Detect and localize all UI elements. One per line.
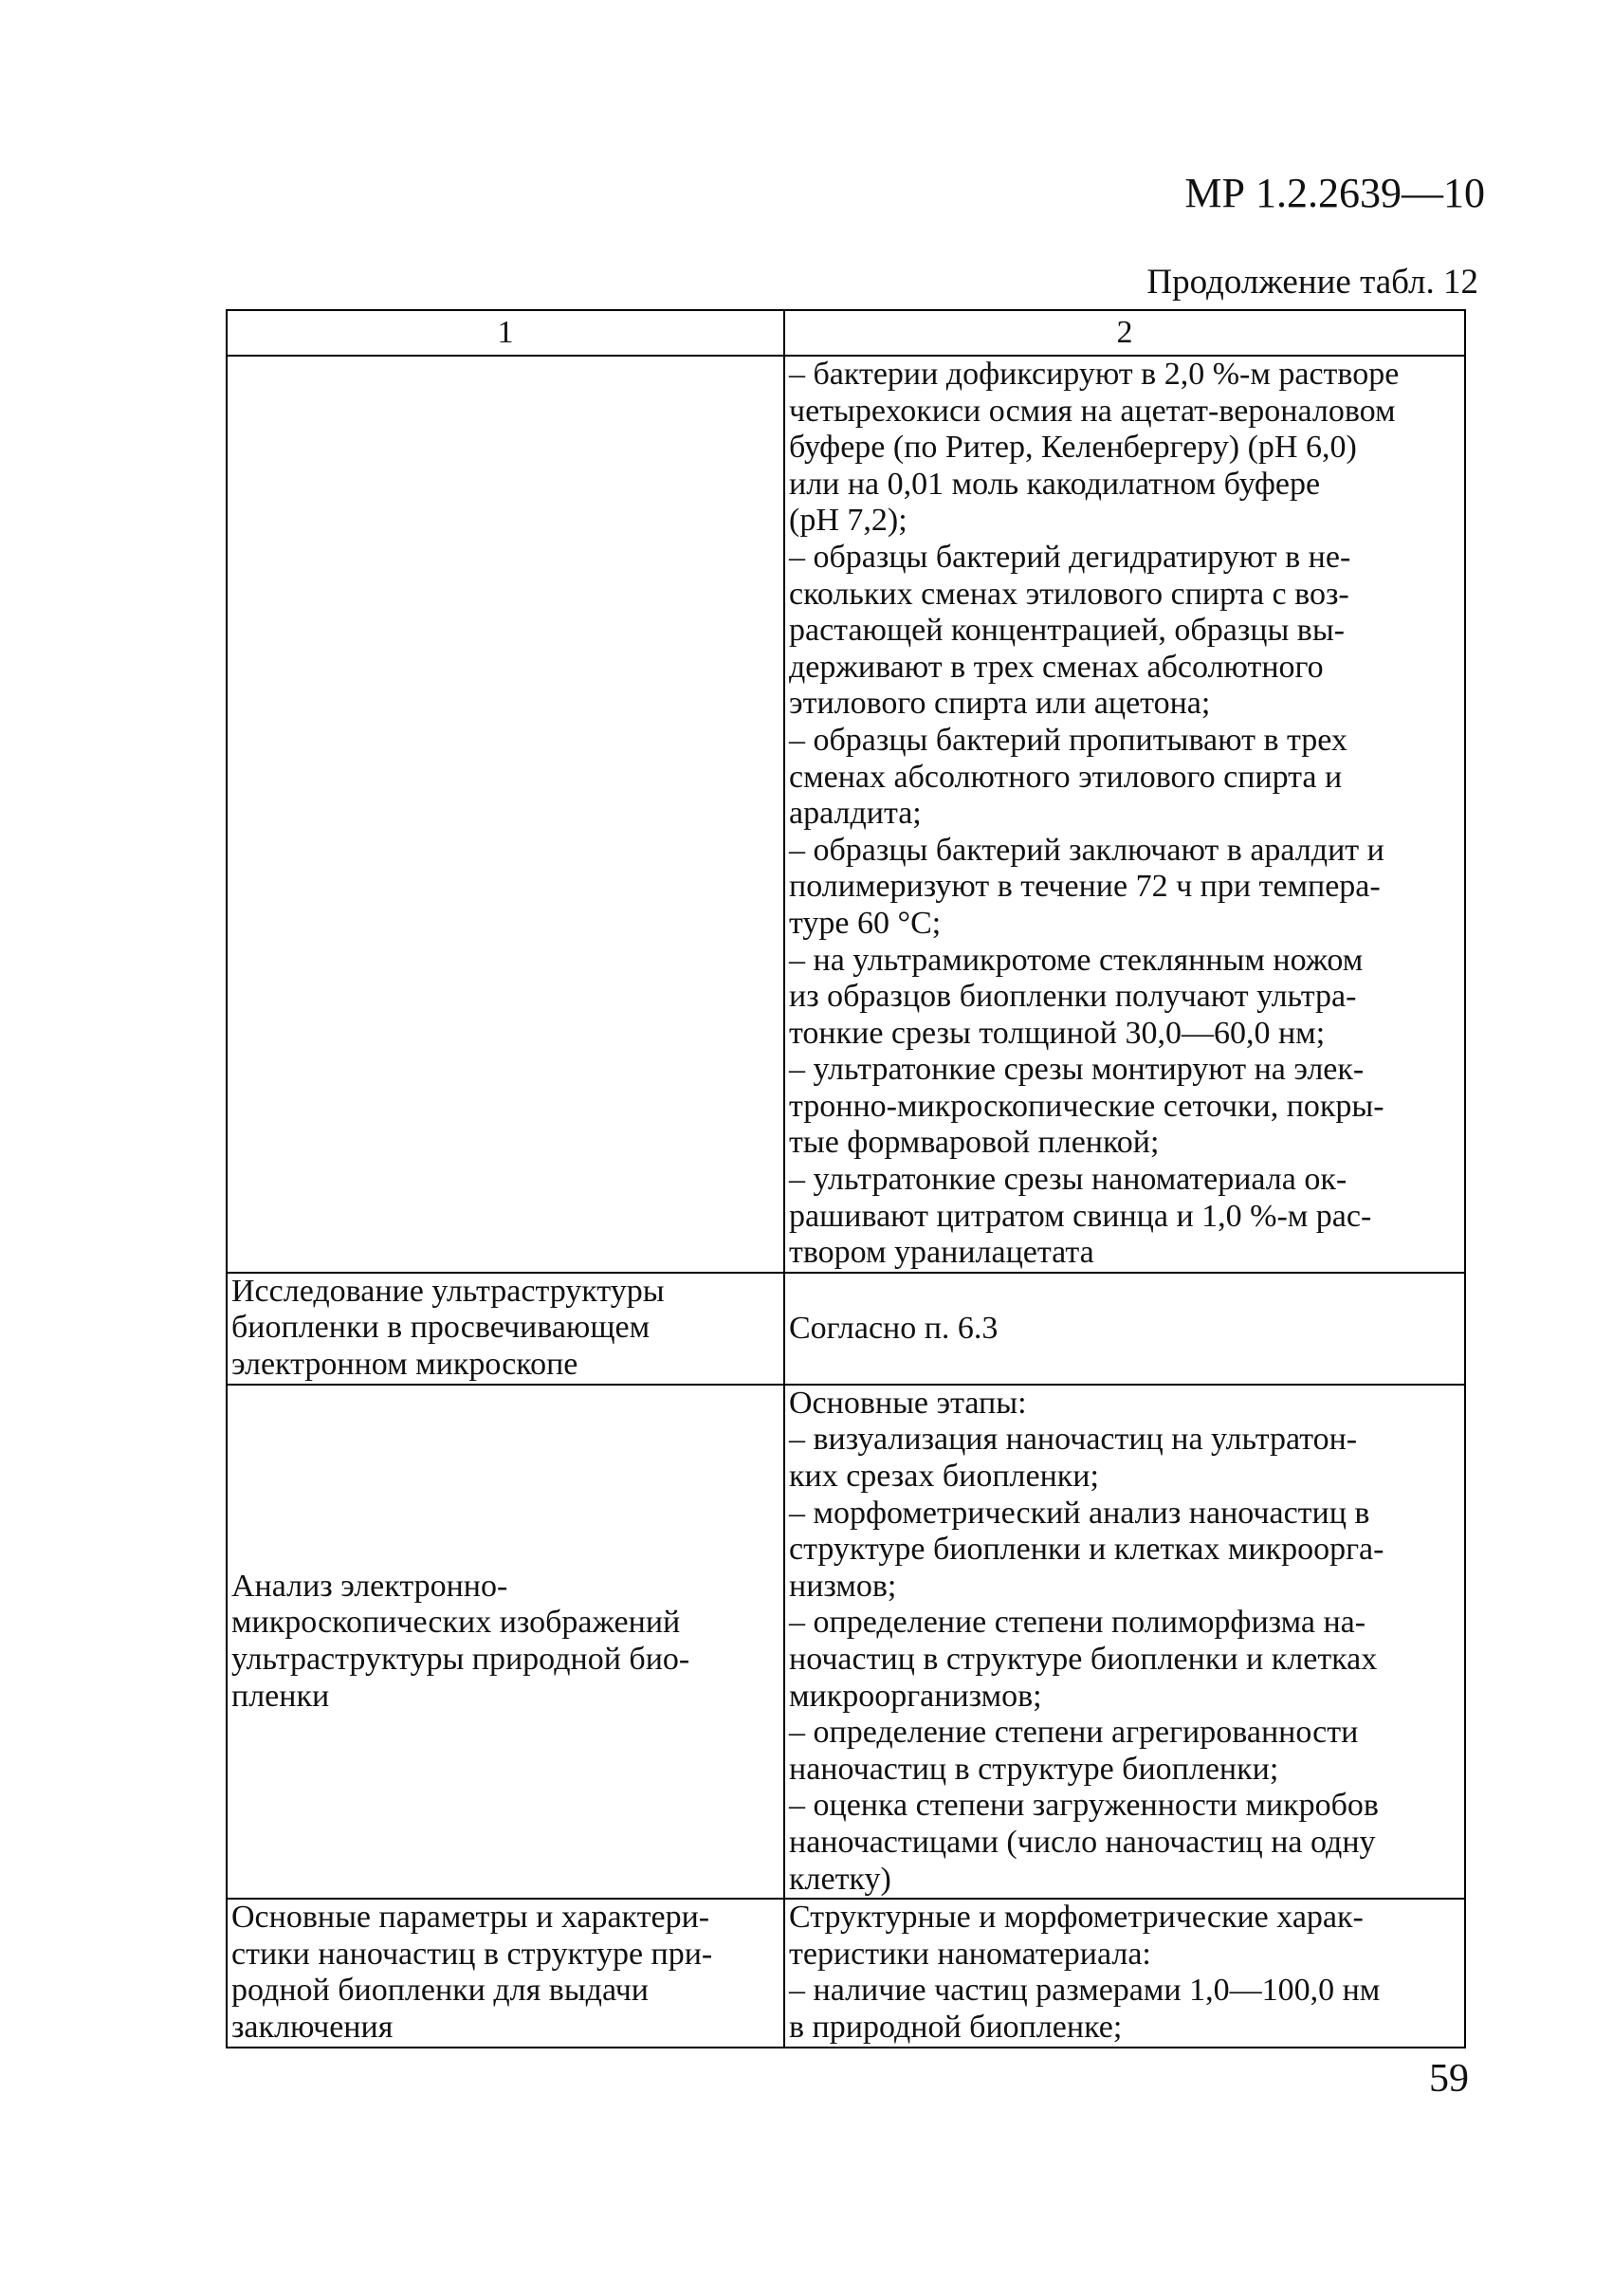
row-2-col-1 [227, 1273, 784, 1385]
cell-text-line: ультраструктуры природной био- [231, 1642, 690, 1677]
column-header-1: 1 [227, 310, 784, 356]
cell-text-line: пленки [231, 1678, 330, 1714]
cell-text-line: рашивают цитратом свинца и 1,0 %-м рас- [789, 1198, 1372, 1234]
page-number: 59 [1429, 2057, 1469, 2101]
table-header-row [227, 310, 1465, 356]
cell-text-line: Основные этапы: [789, 1385, 1027, 1421]
cell-text-line: – ультратонкие срезы монтируют на элек- [789, 1052, 1365, 1088]
cell-text-line: – оценка степени загруженности микробов [789, 1788, 1379, 1824]
table-row [227, 1899, 1465, 2047]
cell-text-line: ких срезах биопленки; [789, 1459, 1099, 1495]
cell-text-line: электронном микроскопе [231, 1347, 578, 1383]
cell-text-line: заключения [231, 2009, 394, 2045]
column-header-2: 2 [784, 310, 1465, 356]
row-1-col-2 [784, 356, 1465, 1273]
cell-text-line: биопленки в просвечивающем [231, 1310, 651, 1346]
row-1-col-1 [227, 356, 784, 1273]
cell-text-line: полимеризуют в течение 72 ч при темпера- [789, 869, 1381, 905]
table-row [227, 356, 1465, 1273]
cell-text-line: – ультратонкие срезы наноматериала ок- [789, 1162, 1347, 1198]
cell-text-line: Анализ электронно- [231, 1568, 508, 1604]
cell-text-line: родной биопленки для выдачи [231, 1973, 649, 2009]
cell-text-line: держивают в трех сменах абсолютного [789, 649, 1324, 685]
cell-text-line: – на ультрамикротоме стеклянным ножом [789, 942, 1364, 978]
table-continuation-label: Продолжение табл. 12 [1146, 263, 1478, 302]
cell-text-line: скольких сменах этилового спирта с воз- [789, 576, 1349, 612]
cell-text-line: – образцы бактерий дегидратируют в не- [789, 539, 1351, 575]
cell-text-line: наночастиц в структуре биопленки; [789, 1751, 1279, 1787]
cell-text-line: из образцов биопленки получают ультра- [789, 979, 1357, 1015]
cell-text-line: микроорганизмов; [789, 1678, 1042, 1714]
cell-text-line: тронно-микроскопические сеточки, покры- [789, 1088, 1384, 1124]
cell-text-line: четырехокиси осмия на ацетат-вероналовом [789, 393, 1396, 429]
cell-text-line: туре 60 °С; [789, 905, 942, 941]
cell-text-line: Основные параметры и характери- [231, 1900, 710, 1936]
cell-text-line: тонкие срезы толщиной 30,0—60,0 нм; [789, 1015, 1326, 1051]
cell-text-line: – образцы бактерий пропитывают в трех [789, 722, 1347, 758]
row-4-col-2 [784, 1899, 1465, 2047]
cell-text-line: Исследование ультраструктуры [231, 1273, 665, 1309]
cell-text-line: наночастицами (число наночастиц на одну [789, 1824, 1376, 1860]
procedure-table [226, 309, 1466, 2048]
cell-text-line: – наличие частиц размерами 1,0—100,0 нм [789, 1973, 1381, 2009]
cell-text-line: стики наночастиц в структуре при- [231, 1936, 713, 1972]
cell-text-line: – визуализация наночастиц на ультратон- [789, 1422, 1358, 1458]
cell-text-line: тые формваровой пленкой; [789, 1125, 1160, 1161]
cell-text-line: ночастиц в структуре биопленки и клетках [789, 1642, 1378, 1677]
table-row [227, 1273, 1465, 1385]
cell-text-line: микроскопических изображений [231, 1605, 681, 1641]
row-4-col-1 [227, 1899, 784, 2047]
cell-text-line: клетку) [789, 1861, 891, 1897]
row-3-col-2 [784, 1385, 1465, 1899]
cell-text-line: – определение степени агрегированности [789, 1715, 1359, 1751]
cell-text-line: – морфометрический анализ наночастиц в [789, 1495, 1370, 1531]
cell-text-line: – образцы бактерий заключают в аралдит и [789, 832, 1384, 868]
cell-text-line: структуре биопленки и клетках микроорга- [789, 1532, 1384, 1568]
cell-text-line: твором уранилацетата [789, 1235, 1094, 1271]
cell-text-line: Структурные и морфометрические харак- [789, 1900, 1364, 1936]
cell-text-line: – определение степени полиморфизма на- [789, 1605, 1366, 1641]
table-row [227, 1385, 1465, 1899]
cell-text-line: в природной биопленке; [789, 2009, 1123, 2045]
cell-text-line: или на 0,01 моль какодилатном буфере [789, 466, 1321, 502]
cell-text-line: буфере (по Ритер, Келенбергеру) (рН 6,0) [789, 430, 1357, 466]
cell-text-line: низмов; [789, 1568, 897, 1604]
cell-text-line: Согласно п. 6.3 [789, 1310, 999, 1346]
cell-text-line: растающей концентрацией, образцы вы- [789, 613, 1346, 649]
cell-text-line: аралдита; [789, 796, 922, 832]
row-3-col-1 [227, 1385, 784, 1899]
document-code: МР 1.2.2639—10 [1184, 170, 1485, 216]
cell-text-line: – бактерии дофиксируют в 2,0 %-м растворе [789, 357, 1400, 392]
row-2-col-2 [784, 1273, 1465, 1385]
cell-text-line: сменах абсолютного этилового спирта и [789, 759, 1343, 795]
cell-text-line: этилового спирта или ацетона; [789, 686, 1211, 722]
cell-text-line: (рН 7,2); [789, 503, 907, 539]
cell-text-line: теристики наноматериала: [789, 1936, 1151, 1972]
